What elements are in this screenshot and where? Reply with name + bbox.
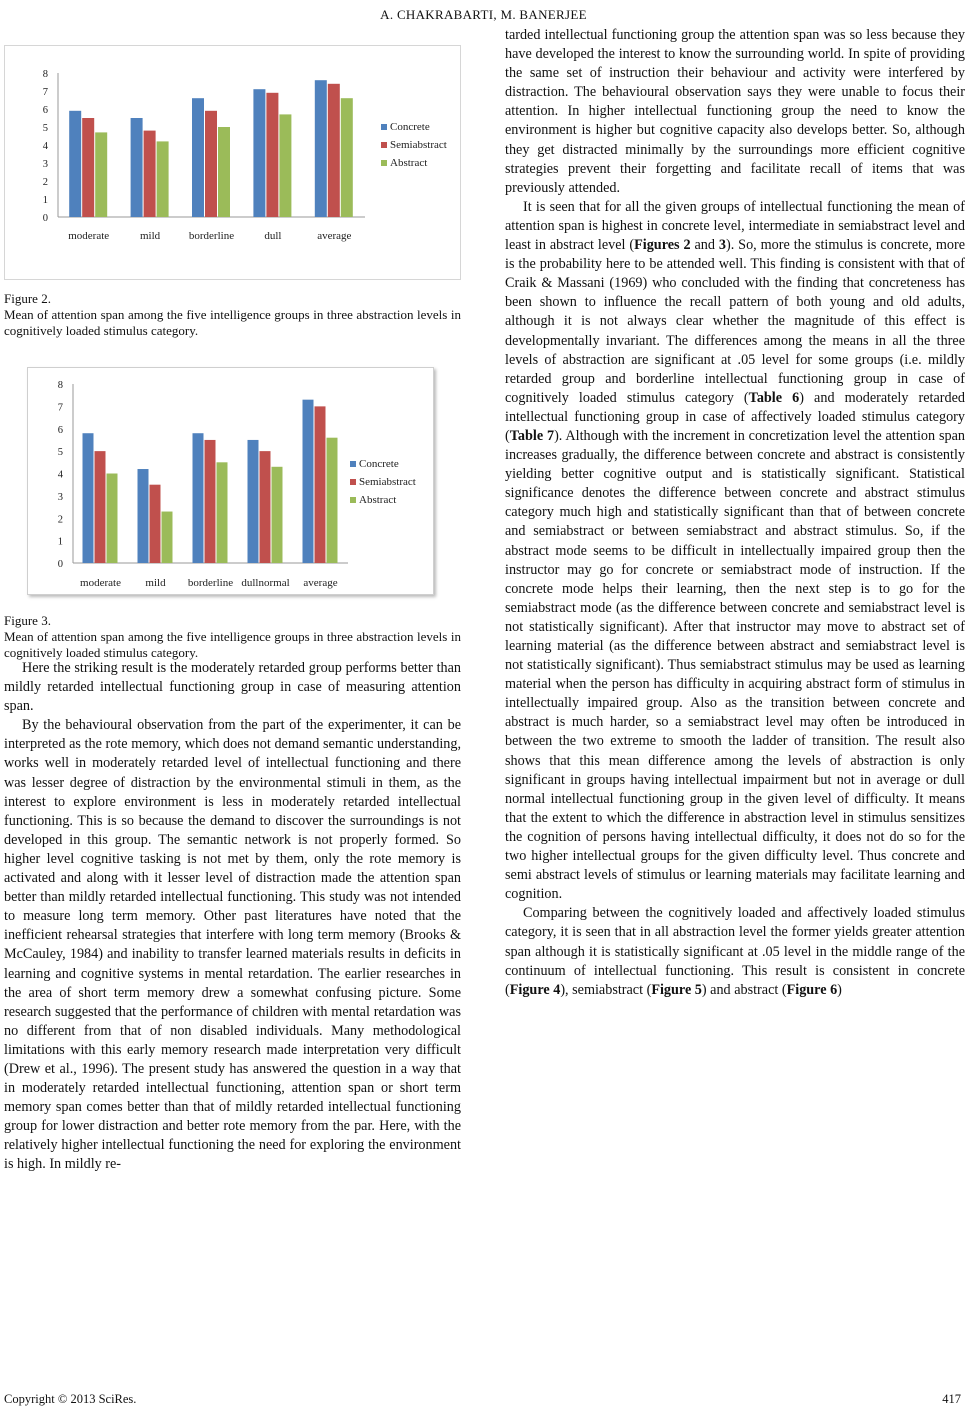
bar-concrete-mild — [138, 469, 149, 563]
figure-table-reference: Figure 4 — [509, 981, 561, 998]
legend-entry: Abstract — [390, 157, 428, 169]
text-segment: ) and moderately retarded intellectual functioning group in case of affectively loaded stimulus category ( — [505, 389, 965, 444]
figure-table-reference: Table 7 — [509, 427, 555, 444]
bar-concrete-moderate — [69, 111, 81, 217]
bar-concrete-mild — [131, 118, 143, 217]
bar-semiabstract-moderate — [82, 118, 94, 217]
text-segment: ). So, more the stimulus is concrete, more is the probability here to be attended well. This finding is consistent with that of Craik & Massani (1969) who concluded with the finding that concreteness has been shown to influence the recall pattern of both young and old adults, although it is not always clear whether the magnitude of this effect is developmentally invariant. The differences among the means in all the three levels of abstraction are significant at .05 level for some groups (i.e. mildly retarded group and borderline intellectual functioning group in case of cognitively loaded stimulus category ( — [505, 237, 965, 406]
legend-entry: Abstract — [359, 494, 397, 506]
y-tick-label: 0 — [57, 559, 63, 570]
bar-concrete-dullnormal — [248, 440, 259, 563]
bar-concrete-borderline — [192, 98, 204, 217]
figure-3-caption-text: Mean of attention span among the five intelligence groups in three abstraction levels in cognitively loaded stimulus category. — [4, 629, 461, 660]
right-paragraph — [505, 198, 965, 904]
bar-semiabstract-mild — [144, 131, 156, 217]
y-tick-label: 7 — [57, 402, 63, 414]
figure-3-caption — [4, 613, 461, 661]
category-label: borderline — [187, 577, 234, 589]
y-tick-label: 8 — [57, 380, 63, 391]
left-paragraph: By the behavioural observation from the part of the experimenter, it can be interpreted as the rote memory, which does not demand semantic understanding, works well in moderately retarded level of intellectual functioning and there was lesser degree of distraction by the environmental stimuli in them, as the interest to explore environment is less in moderately retarded intellectual functioning. This is so because the demand to discover the surroundings is not developed in this group. The semantic network is not properly formed. So higher level cognitive tasking is not met by them, only the rote memory is activated and along with it lesser level of distraction made the attention span better than mildly retarded intellectual functioning. This study was not intended to measure long term memory. Other past literatures have noted that the inefficient rehearsal strategies that interfere with long term memory (Brooks & McCauley, 1984) and inability to transfer learned materials results in deficits in learning and cognitive systems in mental retardation. The earlier researches in the area of short term memory drew a somewhat confusing picture. Some research suggested that the performance of children with mental retardation was no different from that of non disabled individuals. Many methodological limitations with this early memory research made interpretation very difficult (Drew et al., 1996). The present study has answered the question in a way that in moderately retarded intellectual functioning, attention span or short term memory span comes better than that of mildly retarded intellectual functioning group for lower distraction and better rote memory from the par. Here, with the relatively higher intellectual functioning the need for exploring the environment is high. In mildly re- — [4, 717, 461, 1173]
bar-concrete-dull — [253, 89, 265, 217]
figure-2-svg — [5, 46, 460, 279]
y-tick-label: 4 — [42, 141, 48, 152]
y-tick-label: 0 — [42, 213, 48, 224]
legend-swatch — [381, 142, 387, 148]
bar-concrete-borderline — [193, 433, 204, 563]
left-column-text — [4, 659, 461, 1175]
bar-semiabstract-dull — [266, 93, 278, 217]
left-paragraph: Here the striking result is the moderately retarded group performs better than mildly retarded intellectual functioning group in case of measuring attention span. — [4, 660, 461, 715]
legend-entry: Semiabstract — [359, 476, 416, 488]
bar-concrete-average — [303, 400, 314, 563]
bar-semiabstract-mild — [150, 485, 161, 563]
figure-table-reference: 3 — [718, 237, 726, 254]
bar-abstract-borderline — [217, 462, 228, 563]
category-label: mild — [145, 577, 166, 589]
category-label: moderate — [68, 230, 110, 242]
category-label: borderline — [188, 230, 235, 242]
text-segment: ) — [837, 981, 842, 998]
bar-semiabstract-average — [315, 406, 326, 563]
figure-table-reference: Figure 5 — [651, 981, 702, 998]
legend-entry: Concrete — [359, 458, 399, 470]
y-tick-label: 7 — [42, 87, 48, 98]
page-number: 417 — [942, 1392, 961, 1406]
y-tick-label: 6 — [42, 105, 48, 116]
bar-abstract-mild — [157, 141, 169, 217]
text-segment: ). Although with the increment in concretization level the attention span increases gradually, the difference between concrete and abstract is consistently yielding better cognitive output and is statistically significant. Statistical significance denotes the difference between concrete and abstract stimulus category much high and statistically significant than that of between concrete and semiabstract or between semiabstract and abstract stimulus. So, if the abstract mode seems to be difficult in intellectually impaired group then the instructor may go for concrete or semiabstract mode of instruction. If the concrete mode helps their learning, then the next step is to go for the semiabstract mode (as the difference between concrete and semiabstract level is not statistically significant). After that instructor may move to abstract set of learning material (as the difference between abstract and semiabstract level is not statistically significant). Thus semiabstract stimulus may be used as learning material when the person has difficulty in acquiring abstract form of stimulus in intellectually impaired group. Also as the transition between concrete and abstract is much harder, so a semiabstract level may often be introduced in between the two extreme to smooth the ladder of transition. The result also shows that this mean difference among the levels of abstraction is only significant in groups having intellectual impairment but not in average or dull normal intellectual functioning group in the given level of difficulty. It means that the extent to which the difference in abstraction level in stimulus sensitizes the cognition of persons having intellectual difficulty, it does not do so for the two higher intellectual groups for the given difficulty level. Thus concrete and semi abstract levels of stimulus or learning materials may facilitate learning and cognition. — [505, 427, 965, 903]
bar-abstract-moderate — [95, 132, 107, 217]
right-column-text — [505, 26, 965, 1000]
text-segment: ), semiabstract ( — [560, 981, 652, 998]
right-paragraph — [505, 904, 965, 999]
figure-3-chart — [27, 367, 434, 595]
bar-semiabstract-borderline — [205, 440, 216, 563]
y-tick-label: 1 — [42, 195, 48, 206]
y-tick-label: 6 — [57, 424, 63, 436]
copyright-footer: Copyright © 2013 SciRes. — [4, 1392, 137, 1406]
figure-2-chart — [4, 45, 461, 280]
legend-entry: Semiabstract — [390, 139, 447, 151]
text-segment: It is seen that for all the given groups of intellectual functioning the mean of attention span is highest in concrete level, intermediate in semiabstract level and least in abstract level ( — [505, 198, 965, 254]
bar-concrete-moderate — [83, 433, 94, 563]
bar-concrete-average — [315, 80, 327, 217]
legend-swatch — [350, 497, 356, 503]
category-label: mild — [140, 230, 161, 242]
bar-semiabstract-average — [328, 84, 340, 217]
y-tick-label: 8 — [42, 69, 48, 80]
figure-2-caption — [4, 291, 461, 339]
text-segment: tarded intellectual functioning group the attention span was so less because they have developed the interest to know the surrounding world. In spite of providing the same set of instruction their behaviour and activity were interfered by distraction. The behavioural observation says they were unable to focus their attention. In higher intellectual functioning group the need to know the environment is higher but cognitive capacity also develops better. So, although they get distracted minimally by the surroundings more efficient cognitive strategies prevent their forgetting and facilitate recall of items that was previously attended. — [505, 27, 965, 196]
right-paragraph — [505, 26, 965, 198]
figure-2-label: Figure 2. — [4, 291, 51, 306]
bar-abstract-average — [341, 98, 353, 217]
y-tick-label: 4 — [57, 469, 63, 481]
figure-2-caption-text: Mean of attention span among the five intelligence groups in three abstraction levels in cognitively loaded stimulus category. — [4, 307, 461, 338]
text-segment: ) and abstract ( — [701, 981, 787, 998]
category-label: dullnormal — [241, 577, 290, 589]
y-tick-label: 3 — [42, 159, 48, 170]
text-segment: Comparing between the cognitively loaded and affectively loaded stimulus category, it is seen that in all abstraction level the former yields greater attention span although it is statistically significant at .05 level in the middle range of the continuum of intellectual functioning. This result is consistent in concrete ( — [505, 905, 965, 998]
y-tick-label: 5 — [57, 447, 63, 459]
y-tick-label: 2 — [57, 514, 63, 526]
bar-abstract-moderate — [107, 474, 118, 564]
category-label: dull — [264, 230, 282, 242]
running-header: A. CHAKRABARTI, M. BANERJEE — [380, 7, 587, 22]
bar-semiabstract-borderline — [205, 111, 217, 217]
category-label: moderate — [80, 577, 121, 589]
bar-semiabstract-moderate — [95, 451, 106, 563]
figure-table-reference: Figures 2 — [634, 237, 691, 254]
legend-swatch — [381, 124, 387, 130]
bar-abstract-dullnormal — [272, 467, 283, 563]
bar-abstract-borderline — [218, 127, 230, 217]
y-tick-label: 3 — [57, 491, 63, 503]
category-label: average — [317, 230, 352, 242]
y-tick-label: 5 — [42, 123, 48, 134]
bar-abstract-dull — [279, 114, 291, 217]
legend-entry: Concrete — [390, 121, 430, 133]
y-tick-label: 1 — [57, 536, 63, 548]
legend-swatch — [350, 479, 356, 485]
bar-semiabstract-dullnormal — [260, 451, 271, 563]
y-tick-label: 2 — [42, 177, 48, 188]
bar-abstract-average — [327, 438, 338, 563]
legend-swatch — [381, 160, 387, 166]
figure-table-reference: Figure 6 — [786, 981, 838, 998]
figure-table-reference: Table 6 — [748, 389, 800, 406]
category-label: average — [303, 577, 338, 589]
figure-3-svg — [28, 368, 433, 594]
text-segment: and — [690, 237, 719, 254]
legend-swatch — [350, 461, 356, 467]
bar-abstract-mild — [162, 512, 173, 563]
figure-3-label: Figure 3. — [4, 613, 51, 628]
